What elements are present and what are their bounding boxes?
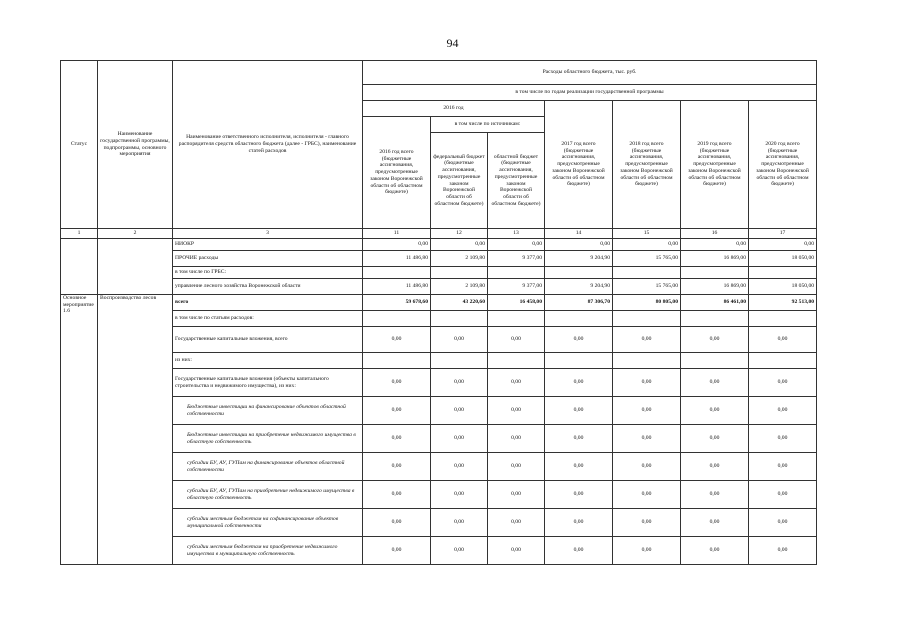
header-row-1 — [61, 61, 817, 85]
cell-value: 0,00 — [749, 327, 817, 353]
table-row — [61, 369, 817, 397]
cell-value: 0,00 — [488, 481, 545, 509]
cell-value: 92 513,00 — [749, 295, 817, 311]
header-year-2017: 2017 год всего (бюджетные ассигнования, предусмотренные законом Воронежской области об областном бюджете) — [545, 101, 613, 229]
cell-value: 59 678,60 — [363, 295, 431, 311]
header-by-years: в том числе по годам реализации государственной программы — [363, 85, 817, 101]
cell-value: 0,00 — [363, 509, 431, 537]
column-number: 2 — [98, 229, 173, 239]
cell-value: 43 220,60 — [431, 295, 488, 311]
row-label: субсидии БУ, АУ, ГУПам на приобретение недвижимого имущества в областную собственность — [173, 481, 363, 509]
column-number: 3 — [173, 229, 363, 239]
cell-value: 0,00 — [545, 481, 613, 509]
table-row — [61, 353, 817, 369]
cell-value: 0,00 — [613, 453, 681, 481]
header-year-2018: 2018 год всего (бюджетные ассигнования, предусмотренные законом Воронежской области об областном бюджете) — [613, 101, 681, 229]
table-row — [61, 279, 817, 295]
cell-value: 0,00 — [488, 239, 545, 251]
cell-value: 0,00 — [363, 397, 431, 425]
header-sources: в том числе по источникам: — [431, 117, 545, 133]
cell-value: 2 109,80 — [431, 279, 488, 295]
cell-value: 16 458,00 — [488, 295, 545, 311]
header-total-2016: 2016 год всего (бюджетные ассигнования, предусмотренные законом Воронежской области об областном бюджете) — [363, 117, 431, 229]
cell-value: 0,00 — [681, 481, 749, 509]
row-label: Бюджетные инвестиции на финансирование объектов областной собственности — [173, 397, 363, 425]
cell-value: 16 869,00 — [681, 251, 749, 267]
cell-value: 87 306,70 — [545, 295, 613, 311]
row-label: всего — [173, 295, 363, 311]
cell-value: 0,00 — [363, 425, 431, 453]
cell-value: 0,00 — [363, 537, 431, 565]
column-number: 12 — [431, 229, 488, 239]
row-label: субсидии БУ, АУ, ГУПам на финансирование объектов областной собственности — [173, 453, 363, 481]
cell-value: 11 486,80 — [363, 251, 431, 267]
header-year-2020: 2020 год всего (бюджетные ассигнования, предусмотренные законом Воронежской области об областном бюджете) — [749, 101, 817, 229]
header-status: Статус — [61, 61, 98, 229]
cell-value: 0,00 — [749, 397, 817, 425]
cell-value: 0,00 — [749, 481, 817, 509]
cell-value: 0,00 — [431, 537, 488, 565]
row-label: субсидии местным бюджетам на софинансирование объектов муниципальной собственности — [173, 509, 363, 537]
cell-value: 0,00 — [681, 425, 749, 453]
table-row — [61, 311, 817, 327]
table-row — [61, 239, 817, 251]
cell-value: 0,00 — [488, 509, 545, 537]
table-row — [61, 425, 817, 453]
cell-value: 0,00 — [681, 327, 749, 353]
cell-value: 0,00 — [613, 509, 681, 537]
header-executor: Наименование ответственного исполнителя, исполнителя - главного распорядителя средств областного бюджета (далее - ГРБС), наименование статей расходов — [173, 61, 363, 229]
row-label: в том числе по ГРБС: — [173, 267, 363, 279]
row-label: ПРОЧИЕ расходы — [173, 251, 363, 267]
cell-value: 0,00 — [545, 537, 613, 565]
row-label: в том числе по статьям расходов: — [173, 311, 363, 327]
row-label: Бюджетные инвестиции на приобретение недвижимого имущества в областную собственность — [173, 425, 363, 453]
cell-value: 0,00 — [488, 425, 545, 453]
cell-value: 15 765,00 — [613, 279, 681, 295]
row-label: управление лесного хозяйства Воронежской области — [173, 279, 363, 295]
row-label: из них: — [173, 353, 363, 369]
cell-value: 2 109,80 — [431, 251, 488, 267]
cell-value: 0,00 — [681, 509, 749, 537]
cell-value: 0,00 — [431, 453, 488, 481]
cell-value: 86 461,00 — [681, 295, 749, 311]
cell-value: 0,00 — [749, 509, 817, 537]
table-row — [61, 295, 817, 311]
cell-value: 18 050,00 — [749, 251, 817, 267]
cell-value: 0,00 — [363, 369, 431, 397]
cell-value: 0,00 — [613, 537, 681, 565]
cell-value: 0,00 — [681, 397, 749, 425]
cell-value: 0,00 — [545, 397, 613, 425]
header-year-2019: 2019 год всего (бюджетные ассигнования, предусмотренные законом Воронежской области об областном бюджете) — [681, 101, 749, 229]
cell-value: 0,00 — [613, 369, 681, 397]
table-row — [61, 397, 817, 425]
cell-value: 0,00 — [681, 369, 749, 397]
header-year-2016: 2016 год — [363, 101, 545, 117]
table-row — [61, 509, 817, 537]
table-row — [61, 537, 817, 565]
cell-value: 0,00 — [681, 453, 749, 481]
column-number: 11 — [363, 229, 431, 239]
cell-value: 9 377,00 — [488, 251, 545, 267]
cell-value: 0,00 — [749, 453, 817, 481]
cell-value: 0,00 — [363, 481, 431, 509]
cell-value: 0,00 — [545, 453, 613, 481]
cell-value: 0,00 — [363, 453, 431, 481]
cell-value: 0,00 — [431, 397, 488, 425]
cell-value: 0,00 — [613, 481, 681, 509]
cell-value: 15 765,00 — [613, 251, 681, 267]
cell-value: 0,00 — [431, 509, 488, 537]
header-regional: областной бюджет (бюджетные ассигнования, предусмотренные законом Воронежской области об областном бюджете) — [488, 133, 545, 229]
row-label: субсидии местным бюджетам на приобретение недвижимого имущества в муниципальную собственность — [173, 537, 363, 565]
cell-value: 0,00 — [488, 397, 545, 425]
column-number: 17 — [749, 229, 817, 239]
cell-value: 0,00 — [749, 425, 817, 453]
row-label: Государственные капитальные вложения, всего — [173, 327, 363, 353]
cell-value: 0,00 — [749, 369, 817, 397]
column-number: 14 — [545, 229, 613, 239]
cell-value: 0,00 — [545, 369, 613, 397]
cell-value: 9 204,90 — [545, 279, 613, 295]
cell-value: 0,00 — [488, 453, 545, 481]
header-program-name: Наименование государственной программы, подпрограммы, основного мероприятия — [98, 61, 173, 229]
cell-value: 0,00 — [431, 239, 488, 251]
cell-value: 0,00 — [488, 327, 545, 353]
cell-value: 0,00 — [545, 327, 613, 353]
cell-value: 0,00 — [431, 481, 488, 509]
cell-value: 0,00 — [613, 397, 681, 425]
cell-value: 11 486,80 — [363, 279, 431, 295]
cell-value: 0,00 — [613, 327, 681, 353]
cell-value: 0,00 — [488, 369, 545, 397]
cell-value: 0,00 — [363, 239, 431, 251]
main-status: Основное мероприятие 1.6 — [61, 295, 98, 565]
cell-value: 0,00 — [488, 537, 545, 565]
cell-value: 0,00 — [431, 327, 488, 353]
cell-value: 0,00 — [545, 509, 613, 537]
table-row — [61, 327, 817, 353]
table-row — [61, 267, 817, 279]
cell-value: 0,00 — [749, 537, 817, 565]
cell-value: 0,00 — [431, 425, 488, 453]
cell-value: 0,00 — [749, 239, 817, 251]
header-expenses-title: Расходы областного бюджета, тыс. руб. — [363, 61, 817, 85]
cell-value: 0,00 — [681, 239, 749, 251]
cell-value: 0,00 — [363, 327, 431, 353]
cell-value: 0,00 — [545, 239, 613, 251]
row-label: Государственные капитальные вложения (объекты капитального строительства и недвижимого имущества), из них: — [173, 369, 363, 397]
budget-table — [60, 60, 817, 565]
cell-value: 18 050,00 — [749, 279, 817, 295]
header-federal: федеральный бюджет (бюджетные ассигнования, предусмотренные законом Воронежской области об областном бюджете) — [431, 133, 488, 229]
cell-value: 80 805,00 — [613, 295, 681, 311]
cell-value: 0,00 — [545, 425, 613, 453]
main-name: Воспроизводство лесов — [98, 295, 173, 565]
cell-value: 0,00 — [613, 425, 681, 453]
table-row — [61, 251, 817, 267]
cell-value: 0,00 — [431, 369, 488, 397]
column-numbers-row — [61, 229, 817, 239]
table-row — [61, 481, 817, 509]
cell-value: 0,00 — [681, 537, 749, 565]
table-row — [61, 453, 817, 481]
page-number: 94 — [446, 36, 459, 50]
column-number: 16 — [681, 229, 749, 239]
column-number: 1 — [61, 229, 98, 239]
column-number: 13 — [488, 229, 545, 239]
row-label: НИОКР — [173, 239, 363, 251]
cell-value: 9 204,90 — [545, 251, 613, 267]
column-number: 15 — [613, 229, 681, 239]
cell-value: 0,00 — [613, 239, 681, 251]
cell-value: 16 869,00 — [681, 279, 749, 295]
cell-value: 9 377,00 — [488, 279, 545, 295]
